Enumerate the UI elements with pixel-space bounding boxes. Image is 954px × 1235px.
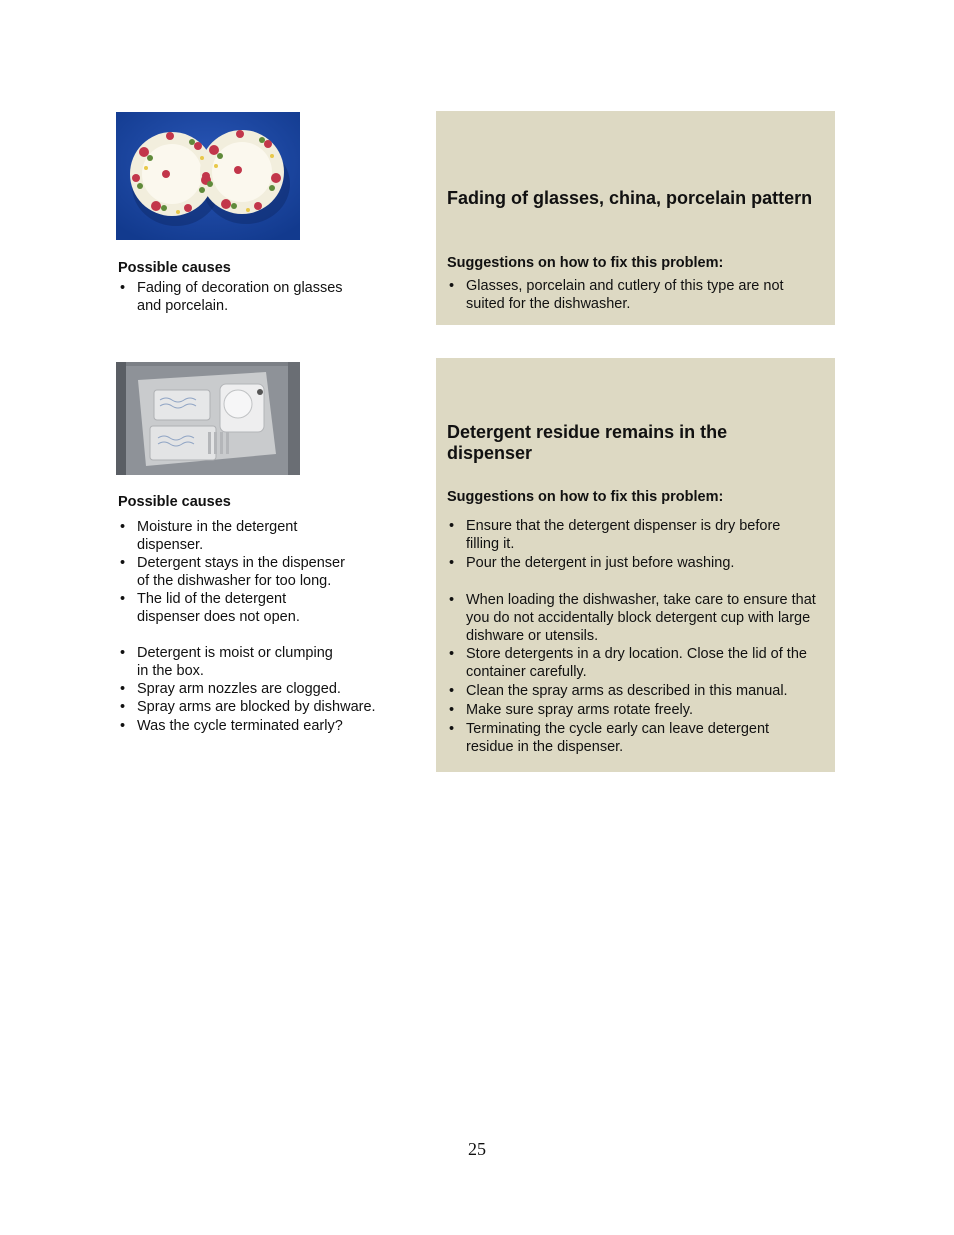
detergent-dispenser-photo [116,362,300,475]
problem-box-2 [436,358,835,772]
list-item: • Terminating the cycle early can leave detergent residue in the dispenser. [447,720,806,756]
list-item: • Ensure that the detergent dispenser is dry before filling it. [447,517,816,553]
list-item: • Spray arms are blocked by dishware. [118,698,427,716]
list-item: • Fading of decoration on glasses and porcelain. [118,279,368,315]
list-item: • Pour the detergent in just before washing. [447,554,822,572]
problem-title: Fading of glasses, china, porcelain pattern [447,188,813,208]
list-item: • Moisture in the detergent dispenser. [118,518,348,554]
possible-causes-1 [118,259,408,315]
suggestions-list [447,517,822,756]
problem-title: Detergent residue remains in the dispenser [447,422,728,463]
list-item: • Detergent stays in the dispenser of the dishwasher for too long. [118,554,348,590]
suggestions-heading: Suggestions on how to fix this problem: [447,489,724,505]
list-item: • When loading the dishwasher, take care to ensure that you do not accidentally block detergent cup with large dishware or utensils. [447,591,822,645]
list-item: • Store detergents in a dry location. Close the lid of the container carefully. [447,645,816,681]
page-number: 25 [468,1139,486,1159]
causes-list [118,279,368,315]
causes-list [118,518,376,735]
list-item: • Clean the spray arms as described in this manual. [447,682,822,700]
possible-causes-heading: Possible causes [118,260,231,276]
problem-box-1 [436,111,835,325]
possible-causes-heading: Possible causes [118,494,231,510]
list-item: • Detergent is moist or clumping in the box. [118,644,348,680]
suggestions-heading: Suggestions on how to fix this problem: [447,255,724,271]
list-item: • Glasses, porcelain and cutlery of this type are not suited for the dishwasher. [447,277,817,313]
list-item: • Spray arm nozzles are clogged. [118,680,417,698]
list-item: • The lid of the detergent dispenser does not open. [118,590,312,626]
list-item: • Make sure spray arms rotate freely. [447,701,822,719]
possible-causes-2 [118,493,408,735]
list-item: • Was the cycle terminated early? [118,717,427,735]
suggestions-list [447,277,817,313]
china-plates-photo [116,112,300,240]
